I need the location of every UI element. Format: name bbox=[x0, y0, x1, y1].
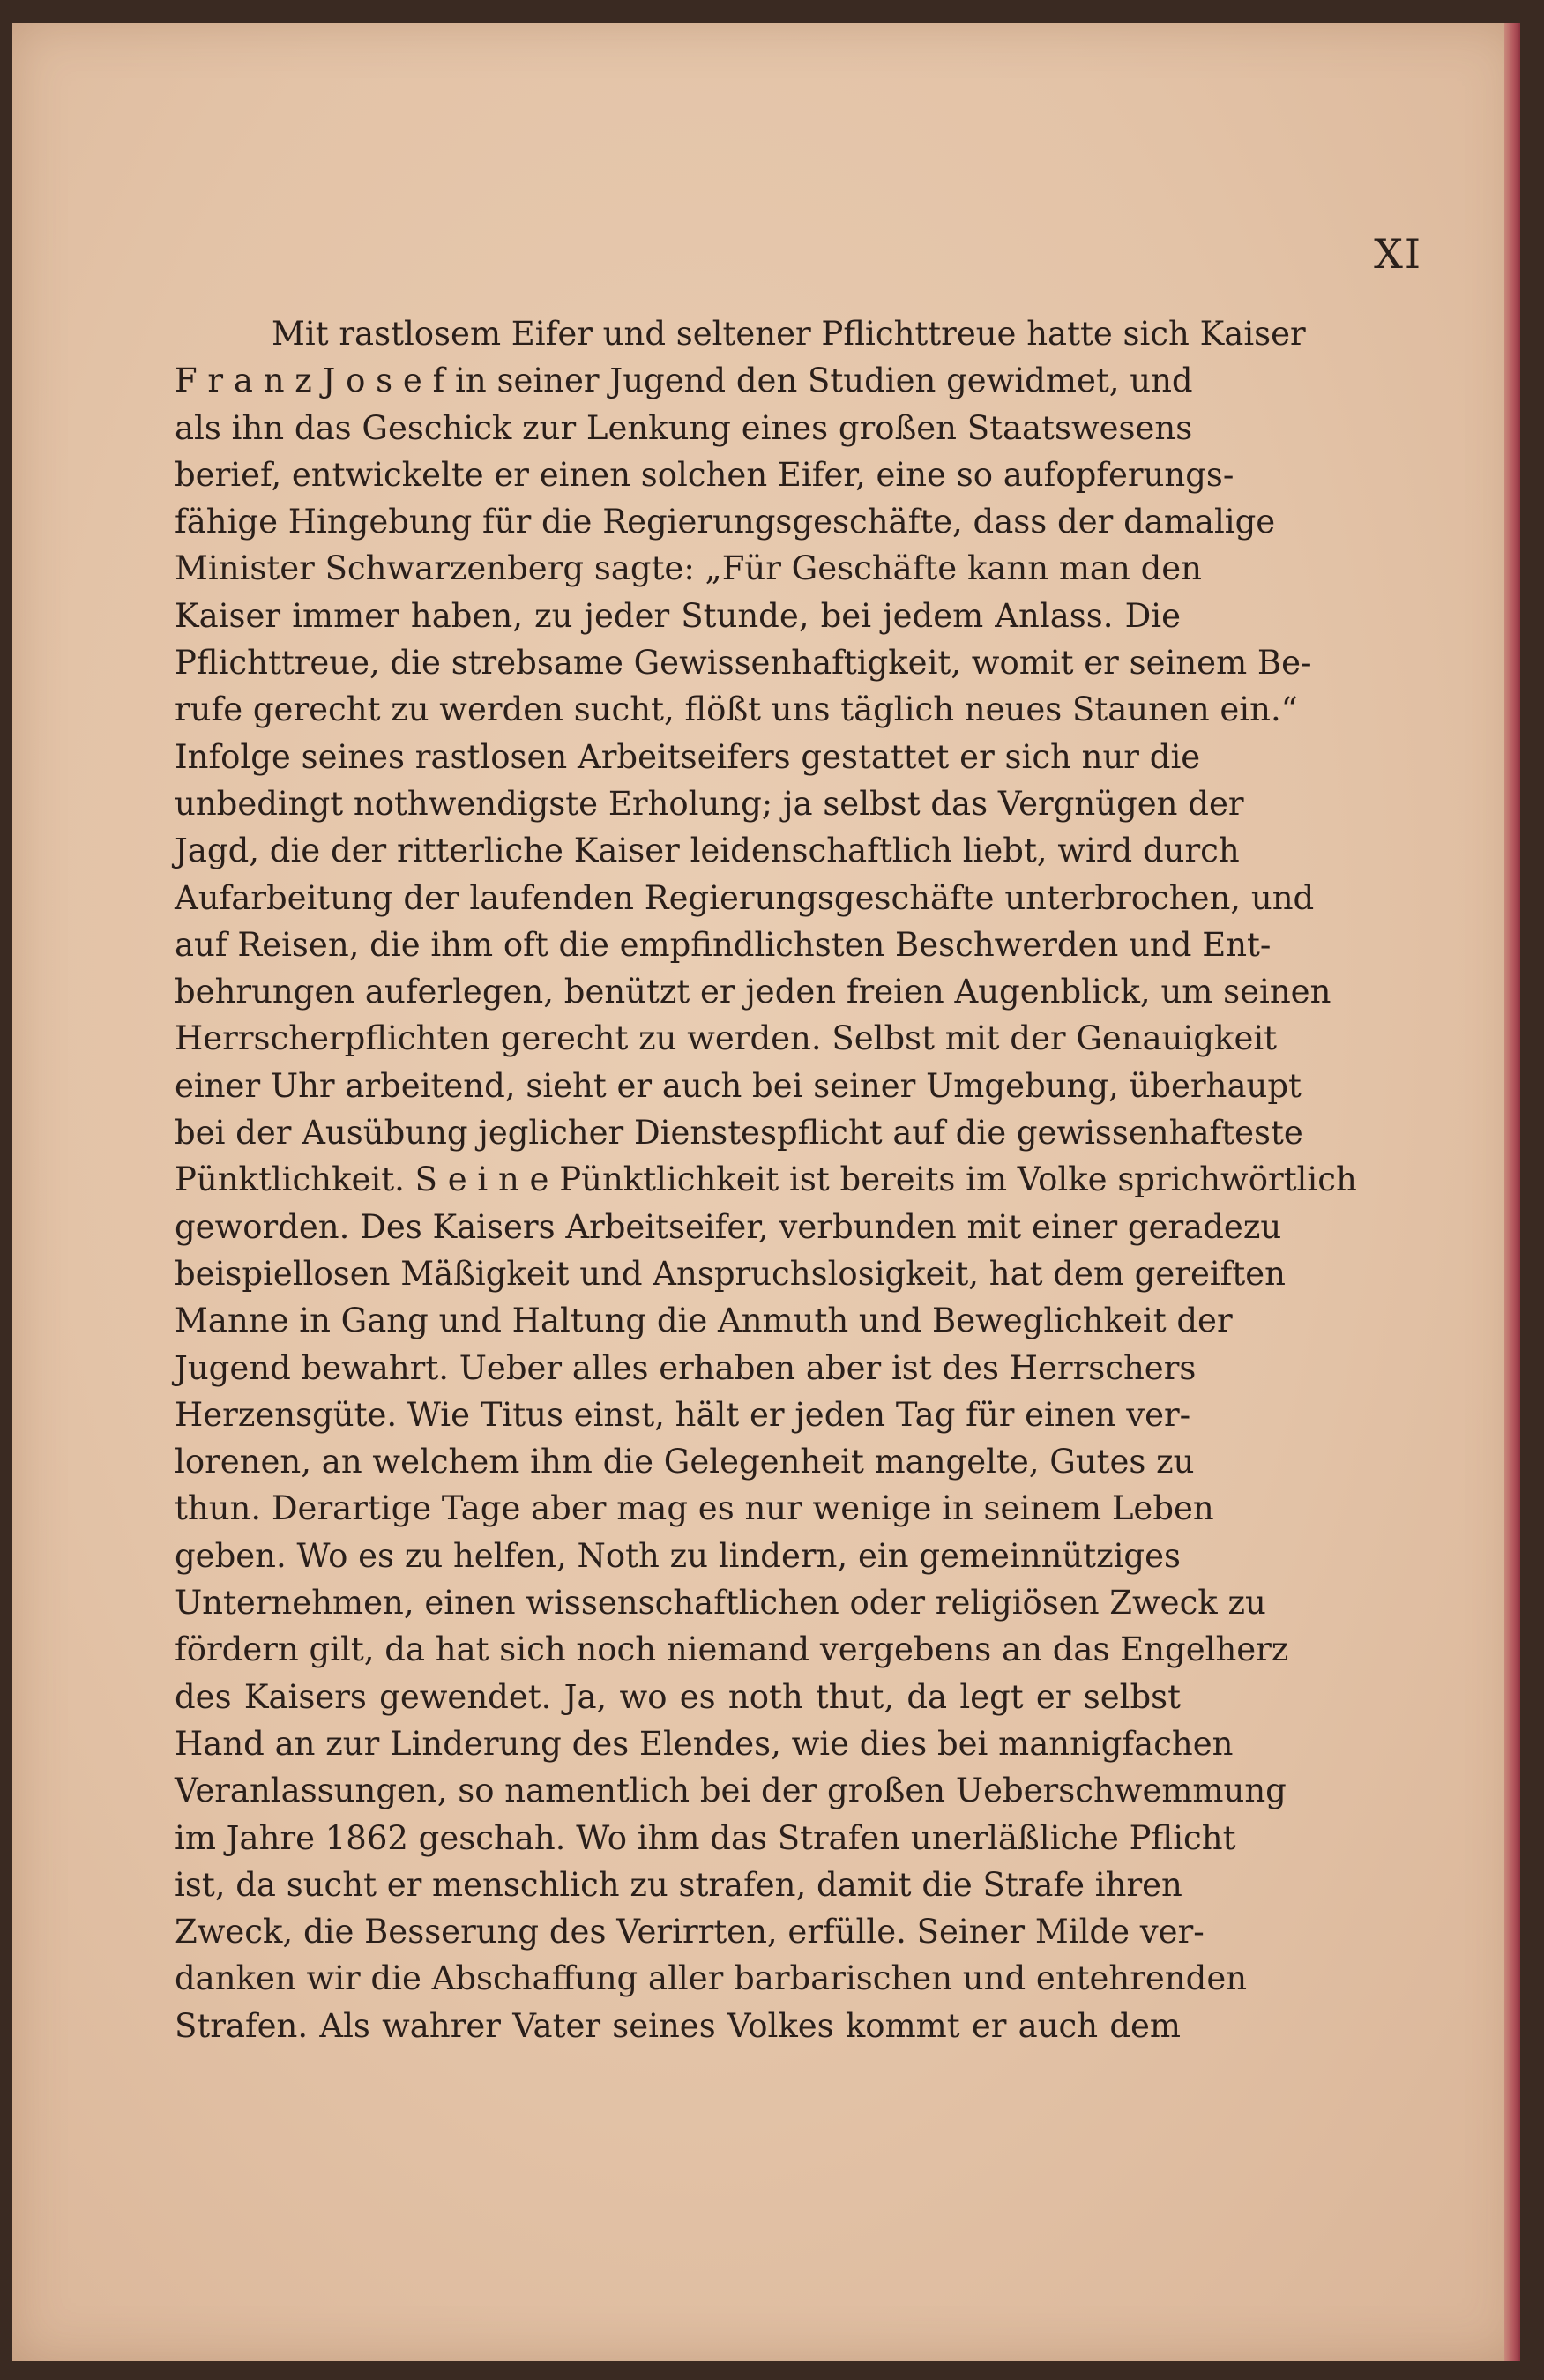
text-line: auf Reisen, die ihm oft die empfindlichsten Beschwerden und Ent- bbox=[175, 925, 1272, 964]
red-page-edge bbox=[1504, 23, 1520, 2361]
text-line: unbedingt nothwendigste Erholung; ja selbst das Vergnügen der bbox=[175, 784, 1244, 823]
text-line: als ihn das Geschick zur Lenkung eines großen Staatswesens bbox=[175, 408, 1193, 447]
text-line: Herzensgüte. Wie Titus einst, hält er jeden Tag für einen ver- bbox=[175, 1395, 1191, 1434]
text-line: Aufarbeitung der laufenden Regierungsgeschäfte unterbrochen, und bbox=[175, 878, 1315, 917]
text-line: Hand an zur Linderung des Elendes, wie dies bei mannigfachen bbox=[175, 1724, 1234, 1763]
text-line: Zweck, die Besserung des Verirrten, erfülle. Seiner Milde ver- bbox=[175, 1913, 1205, 1951]
text-line: Veranlassungen, so namentlich bei der großen Ueberschwemmung bbox=[175, 1772, 1287, 1810]
text-line: Herrscherpflichten gerecht zu werden. Selbst mit der Genauigkeit bbox=[175, 1019, 1278, 1058]
text-line: beispiellosen Mäßigkeit und Anspruchslosigkeit, hat dem gereiften bbox=[175, 1254, 1286, 1293]
text-line: Mit rastlosem Eifer und seltener Pflichttreue hatte sich Kaiser bbox=[272, 315, 1306, 353]
text-line: im Jahre 1862 geschah. Wo ihm das Strafen unerläßliche Pflicht bbox=[175, 1818, 1236, 1857]
text-line: bei der Ausübung jeglicher Dienstespflicht auf die gewissenhafteste bbox=[175, 1114, 1303, 1153]
text-line: Unternehmen, einen wissenschaftlichen oder religiösen Zweck zu bbox=[175, 1584, 1266, 1623]
text-line: fähige Hingebung für die Regierungsgeschäfte, dass der damalige bbox=[175, 503, 1276, 541]
text-line: geworden. Des Kaisers Arbeitseifer, verbunden mit einer geradezu bbox=[175, 1207, 1282, 1246]
text-line: Pflichttreue, die strebsame Gewissenhaftigkeit, womit er seinem Be- bbox=[175, 644, 1312, 683]
page-number: XI bbox=[1374, 230, 1422, 278]
text-line: Minister Schwarzenberg sagte: „Für Geschäfte kann man den bbox=[175, 549, 1202, 588]
text-line: danken wir die Abschaffung aller barbarischen und entehrenden bbox=[175, 1959, 1248, 1998]
text-line: F r a n z J o s e f in seiner Jugend den Studien gewidmet, und bbox=[175, 362, 1193, 400]
text-line: Manne in Gang und Haltung die Anmuth und Beweglichkeit der bbox=[175, 1302, 1233, 1340]
text-line: Pünktlichkeit. S e i n e Pünktlichkeit ist bereits im Volke sprichwörtlich bbox=[175, 1160, 1357, 1199]
text-line: geben. Wo es zu helfen, Noth zu lindern, ein gemeinnütziges bbox=[175, 1536, 1181, 1575]
text-line: fördern gilt, da hat sich noch niemand vergebens an das Engelherz bbox=[175, 1630, 1289, 1669]
text-line: des Kaisers gewendet. Ja, wo es noth thut, da legt er selbst bbox=[175, 1677, 1181, 1716]
text-line: Kaiser immer haben, zu jeder Stunde, bei jedem Anlass. Die bbox=[175, 596, 1181, 635]
text-line: thun. Derartige Tage aber mag es nur wenige in seinem Leben bbox=[175, 1489, 1214, 1528]
text-line: Jugend bewahrt. Ueber alles erhaben aber ist des Herrschers bbox=[175, 1348, 1197, 1387]
text-line: Jagd, die der ritterliche Kaiser leidenschaftlich liebt, wird durch bbox=[175, 832, 1240, 870]
text-line: rufe gerecht zu werden sucht, flößt uns täglich neues Staunen ein.“ bbox=[175, 690, 1298, 729]
text-line: behrungen auferlegen, benützt er jeden freien Augenblick, um seinen bbox=[175, 973, 1331, 1011]
text-line: berief, entwickelte er einen solchen Eifer, eine so aufopferungs- bbox=[175, 455, 1234, 494]
text-line: einer Uhr arbeitend, sieht er auch bei seiner Umgebung, überhaupt bbox=[175, 1066, 1302, 1105]
text-line: Strafen. Als wahrer Vater seines Volkes kommt er auch dem bbox=[175, 2006, 1181, 2045]
text-line: lorenen, an welchem ihm die Gelegenheit mangelte, Gutes zu bbox=[175, 1443, 1195, 1481]
body-text bbox=[175, 310, 1357, 2049]
paper-sheet bbox=[12, 23, 1520, 2361]
text-line: Infolge seines rastlosen Arbeitseifers gestattet er sich nur die bbox=[175, 737, 1201, 776]
text-line: ist, da sucht er menschlich zu strafen, damit die Strafe ihren bbox=[175, 1865, 1182, 1904]
